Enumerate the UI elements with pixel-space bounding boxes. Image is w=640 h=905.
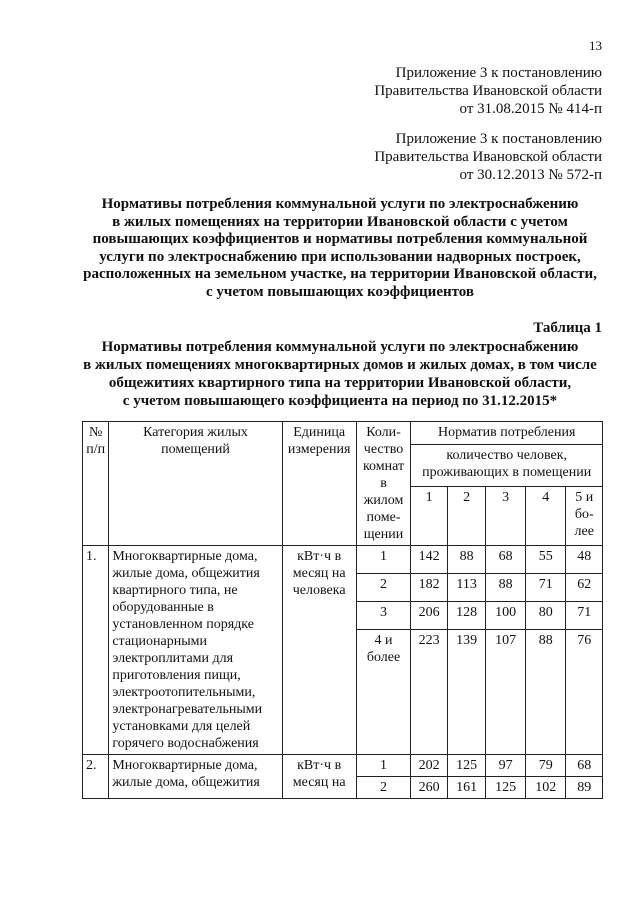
value-cell: 125 xyxy=(447,755,486,777)
value-cell: 88 xyxy=(525,630,566,755)
appendix-line: Приложение 3 к постановлению xyxy=(395,65,602,81)
header-num: № п/п xyxy=(83,422,109,546)
value-cell: 80 xyxy=(525,602,566,630)
title-line: с учетом повышающих коэффициентов xyxy=(205,283,475,300)
header-people-5plus: 5 и бо- лее xyxy=(566,486,603,545)
document-title xyxy=(70,196,610,301)
appendix-line: от 31.08.2015 № 414-п xyxy=(459,101,602,117)
header-people-2: 2 xyxy=(447,486,486,545)
title-line: услуги по электроснабжению при использовании надворных построек, xyxy=(99,248,581,265)
value-cell: 71 xyxy=(525,574,566,602)
title-line: повышающих коэффициентов и нормативы потребления коммунальной xyxy=(92,231,588,247)
row-unit: кВт·ч в месяц на xyxy=(282,755,356,799)
title-line: Нормативы потребления коммунальной услуги по электроснабжению xyxy=(101,196,579,212)
value-cell: 88 xyxy=(447,546,486,574)
value-cell: 206 xyxy=(411,602,447,630)
row-rooms: 3 xyxy=(356,602,411,630)
appendix-note-2013 xyxy=(374,130,602,184)
appendix-line: Приложение 3 к постановлению xyxy=(395,131,602,147)
row-num: 1. xyxy=(83,546,109,755)
value-cell: 68 xyxy=(566,755,603,777)
header-unit: Единица измерения xyxy=(282,422,356,546)
table-row xyxy=(83,755,603,777)
appendix-line: Правительства Ивановской области xyxy=(374,83,602,99)
value-cell: 71 xyxy=(566,602,603,630)
table-title-line: в жилых помещениях многоквартирных домов и жилых домах, в том числе xyxy=(83,357,597,373)
table-title xyxy=(70,338,610,410)
row-num: 2. xyxy=(83,755,109,799)
table-label: Таблица 1 xyxy=(533,320,602,336)
value-cell: 55 xyxy=(525,546,566,574)
value-cell: 107 xyxy=(486,630,526,755)
value-cell: 48 xyxy=(566,546,603,574)
value-cell: 79 xyxy=(525,755,566,777)
row-category: Многоквартирные дома, жилые дома, общежития xyxy=(109,755,282,799)
header-people-4: 4 xyxy=(525,486,566,545)
header-norm: Норматив потребления xyxy=(411,422,603,445)
value-cell: 223 xyxy=(411,630,447,755)
value-cell: 68 xyxy=(486,546,526,574)
table-title-line: общежитиях квартирного типа на территории Ивановской области, xyxy=(108,375,572,391)
row-rooms: 2 xyxy=(356,574,411,602)
value-cell: 62 xyxy=(566,574,603,602)
table-title-line: Нормативы потребления коммунальной услуги по электроснабжению xyxy=(101,339,579,355)
value-cell: 89 xyxy=(566,777,603,799)
value-cell: 100 xyxy=(486,602,526,630)
row-rooms: 2 xyxy=(356,777,411,799)
value-cell: 202 xyxy=(411,755,447,777)
appendix-line: от 30.12.2013 № 572-п xyxy=(459,167,602,183)
title-line: расположенных на земельном участке, на территории Ивановской области, xyxy=(83,266,597,282)
value-cell: 97 xyxy=(486,755,526,777)
row-rooms: 1 xyxy=(356,755,411,777)
value-cell: 260 xyxy=(411,777,447,799)
value-cell: 76 xyxy=(566,630,603,755)
header-category: Категория жилых помещений xyxy=(109,422,282,546)
row-category: Многоквартирные дома, жилые дома, общежития квартирного типа, не оборудованные в установленном порядке стационарными электроплитами для приготовления пищи, электроотопительными, электронагревательными установками для целей горячего водоснабжения xyxy=(109,546,282,755)
value-cell: 113 xyxy=(447,574,486,602)
value-cell: 139 xyxy=(447,630,486,755)
appendix-line: Правительства Ивановской области xyxy=(374,149,602,165)
table-title-line: с учетом повышающего коэффициента на период по 31.12.2015* xyxy=(122,393,558,409)
row-rooms: 1 xyxy=(356,546,411,574)
header-people-1: 1 xyxy=(411,486,447,545)
header-rooms: Коли- чество комнат в жилом поме- щении xyxy=(356,422,411,546)
title-line: в жилых помещениях на территории Ивановской области с учетом xyxy=(112,213,568,230)
appendix-note-2015 xyxy=(374,64,602,118)
row-unit: кВт·ч в месяц на человека xyxy=(282,546,356,755)
value-cell: 102 xyxy=(525,777,566,799)
value-cell: 88 xyxy=(486,574,526,602)
header-people: количество человек, проживающих в помещении xyxy=(411,445,603,486)
value-cell: 161 xyxy=(447,777,486,799)
value-cell: 125 xyxy=(486,777,526,799)
page-number: 13 xyxy=(589,38,602,53)
value-cell: 128 xyxy=(447,602,486,630)
table-row xyxy=(83,546,603,574)
row-rooms: 4 и более xyxy=(356,630,411,755)
value-cell: 142 xyxy=(411,546,447,574)
header-people-3: 3 xyxy=(486,486,526,545)
value-cell: 182 xyxy=(411,574,447,602)
consumption-norms-table xyxy=(82,421,603,799)
